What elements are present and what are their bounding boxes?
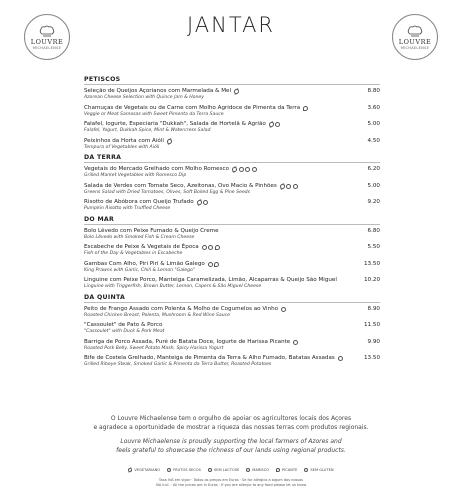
menu-list [84,73,380,372]
dish-price: 8.90 [367,305,380,312]
fine-print-line: IVA incl. · All the prices are in Euros · If you are allergic to any food please let us know [155,483,307,487]
chili-pepper-icon [215,245,220,250]
allergen-icon [245,167,250,172]
allergen-icon [304,468,308,472]
legend-item [276,468,297,472]
menu-item-line [84,261,380,268]
dish-description: Linguine with Triggerfish, Brown Butter, Lemon, Capers & São Miguel Cheese [84,284,262,289]
dish-description: King Prawns with Garlic, Chili & Lemon "Galego" [84,267,195,273]
menu-item [84,355,380,368]
menu-item [84,277,380,290]
legend-item [304,468,333,472]
dish-description: "Cassoulet" with Duck & Pork Meat [84,329,165,334]
menu-item [84,306,380,319]
menu-item-line [84,121,380,128]
leaf-icon [196,199,202,205]
dish-icons [232,167,257,172]
footer-en-line: feels grateful to showcase the richness of our lands using regional products. [116,447,346,454]
dish-price: 8.80 [367,88,380,94]
menu-item-line [84,306,380,313]
logo-brand: LOUVRE [30,37,64,46]
logo-subtitle: MICHAELENSE [400,45,430,50]
dish-icons [280,184,298,189]
legend-label: MARISCO [252,468,270,472]
legend-label: SEM GLÚTEN [310,468,334,472]
dish-description: Grilled Market Vegetables with Romesco Dip [84,173,187,178]
legend-label: PICANTE [282,468,298,472]
fine-print-line: Taxa IVA em vigor · Todos os preços em Euros · Se for alérgico a algum dos nossos [158,478,304,482]
dish-name: Falafel, Iogurte, Especiaria "Dukkah", Salada de Hortelã & Agrião [84,121,266,127]
legend-item [208,468,239,472]
menu-item-line [84,339,380,346]
dish-icons [197,200,209,205]
menu-section [84,154,380,212]
menu-item [84,138,380,151]
dish-price: 6.20 [367,166,380,172]
restaurant-logo-right [392,14,438,60]
menu-section [84,216,380,290]
legend-item [246,468,269,472]
dish-icons [303,106,308,111]
menu-item [84,339,380,352]
menu-item-line [84,277,380,284]
dish-description: Bolo Lêvedo with Smoked Fish & Cream Cheese [84,234,195,240]
allergen-icon [208,468,212,472]
allergen-icon [281,307,286,312]
dish-icons [167,139,172,144]
leaf-icon [231,166,237,172]
menu-item [84,183,380,196]
dish-name: Bife de Costela Grelhado, Manteiga de Pimenta da Terra & Alho Fumado, Batatas Assadas [84,355,335,361]
page-title: JANTAR [186,13,276,37]
section-heading: PETISCOS [84,76,380,85]
menu-item-line [84,228,380,235]
dish-icons [202,245,220,250]
fine-print [0,478,462,488]
dish-name: Linguine com Peixe Porco, Manteiga Caramelizada, Limão, Alcaparras & Queijo São Miguel [84,277,337,283]
dish-name: Peixinhos da Horta com Aióli [84,137,164,144]
allergen-icon [239,167,244,172]
dish-description: Falafel, Yogurt, Dukkah Spice, Mint & Watercress Salad [84,128,211,133]
menu-item [84,244,380,257]
section-heading: DA TERRA [84,154,380,163]
menu-item [84,261,380,274]
dish-name: Peito de Frango Assado com Polenta & Molho de Cogumelos ao Vinho [84,305,279,312]
dish-price: 10.20 [363,277,380,283]
dish-price: 6.80 [367,227,380,234]
menu-item-line [84,105,380,112]
logo-brand: LOUVRE [398,37,432,46]
legend-item [167,468,201,472]
menu-item [84,166,380,179]
dish-name: Vegetais do Mercado Grelhado com Molho Romesco [84,166,230,172]
dish-name: Risotto de Abóbora com Queijo Trufado [84,199,194,205]
dish-description: Roasted Chicken Breast, Polenta, Mushroom & Red Wine Sauce [84,312,230,318]
menu-item-line [84,199,380,206]
allergen-legend [0,468,462,472]
dish-name: Escabeche de Peixe & Vegetais de Época [84,244,199,250]
logo-subtitle: MICHAELENSE [32,45,62,50]
dish-icons [234,89,239,94]
legend-label: SEM LACTOSE [213,468,240,472]
menu-item-line [84,244,380,251]
dish-icons [293,340,298,345]
section-heading: DO MAR [84,216,380,225]
allergen-icon [208,245,213,250]
dish-price: 4.50 [367,137,380,144]
menu-item-line [84,88,380,95]
allergen-icon [293,340,298,345]
menu-item [84,322,380,335]
chef-hat-icon [406,25,424,37]
dish-description: Greens Salad with Dried Tomatoes, Olives, Soft Boiled Egg & Pine Seeds [84,189,250,195]
footer-en-line: Louvre Michaelense is proudly supporting the local farmers of Azores and [120,438,342,445]
allergen-icon [252,167,257,172]
dish-description: Roasted Pork Belly, Sweet Potato Mash, Spicy Harissa Yogurt [84,345,224,351]
allergen-icon [203,200,208,205]
dish-price: 9.90 [367,338,380,345]
dish-description: Tempura of Vegetables with Aióli [84,144,160,150]
dish-price: 11.50 [363,322,380,328]
dish-price: 3.60 [367,104,380,111]
legend-label: FRUTOS SECOS [173,468,201,472]
menu-item-line [84,322,380,329]
allergen-icon [286,184,291,189]
menu-item [84,105,380,118]
allergen-icon [275,122,280,127]
dish-name: Bolo Lêvedo com Peixe Fumado & Queijo Creme [84,227,219,234]
dish-description: Fish of the Day & Vegetables in Escabeche [84,251,183,256]
menu-item [84,121,380,134]
dish-name: Gambas Com Alho, Piri Piri & Limão Galego [84,260,205,267]
dish-icons [281,307,286,312]
allergen-icon [167,468,171,472]
menu-item-line [84,183,380,190]
menu-item [84,228,380,241]
allergen-icon [208,262,213,267]
leaf-icon [128,467,133,472]
footer-pt-line: O Louvre Michaelense tem o orgulho de apoiar os agricultores locais dos Açores [110,415,352,422]
dish-description: Pumpkin Risotto with Truffled Cheese [84,206,171,211]
dish-price: 5.00 [367,121,380,127]
leaf-icon [279,183,285,189]
dish-price: 9.20 [367,199,380,205]
dish-name: Seleção de Queijos Açorianos com Marmelada & Mel [84,88,232,94]
dish-icons [269,122,281,127]
dish-description: Azorean Cheese Selection with Quince Jam & Honey [84,95,204,100]
dish-name: Chamuças de Vegetais ou de Carne com Molho Agridoce de Pimenta da Terra [84,104,301,111]
menu-item-line [84,138,380,145]
menu-section [84,294,380,368]
menu-item [84,199,380,212]
dish-description: Grilled Ribeye Steak, Smoked Garlic & Pimenta da Terra Butter, Roasted Potatoes [84,362,272,367]
dish-name: Salada de Verdes com Tomate Seco, Azeitonas, Ovo Macio & Pinhões [84,182,277,189]
section-heading: DA QUINTA [84,294,380,303]
dish-icons [338,356,343,361]
footer-pt-line: e agradece a oportunidade de mostrar a riqueza das nossas terras com produtos regionais. [93,424,369,431]
legend-item [128,468,160,472]
leaf-icon [268,121,274,127]
chili-pepper-icon [276,468,280,472]
footer-portuguese [0,414,462,432]
menu-section [84,76,380,150]
dish-price: 13.50 [363,260,380,267]
allergen-icon [338,356,343,361]
menu-item [84,88,380,101]
dish-description: Veggie or Meat Samosas with Sweet Pimenta da Terra Sauce [84,111,224,117]
dish-price: 13.50 [363,355,380,361]
menu-item-line [84,166,380,173]
allergen-icon [246,468,250,472]
dish-name: "Cassoulet" de Pato & Porco [84,322,163,328]
legend-label: VEGETARIANO [134,468,161,472]
dish-price: 5.00 [367,182,380,189]
chili-pepper-icon [303,106,308,111]
menu-item-line [84,355,380,362]
footer-english [0,437,462,455]
dish-price: 5.50 [367,244,380,250]
leaf-icon [166,138,172,144]
allergen-icon [293,184,298,189]
dish-name: Barriga de Porco Assada, Puré de Batata Doce, Iogurte de Harissa Picante [84,338,291,345]
dish-icons [208,262,220,267]
leaf-icon [233,88,239,94]
allergen-icon [202,245,207,250]
chili-pepper-icon [214,262,219,267]
